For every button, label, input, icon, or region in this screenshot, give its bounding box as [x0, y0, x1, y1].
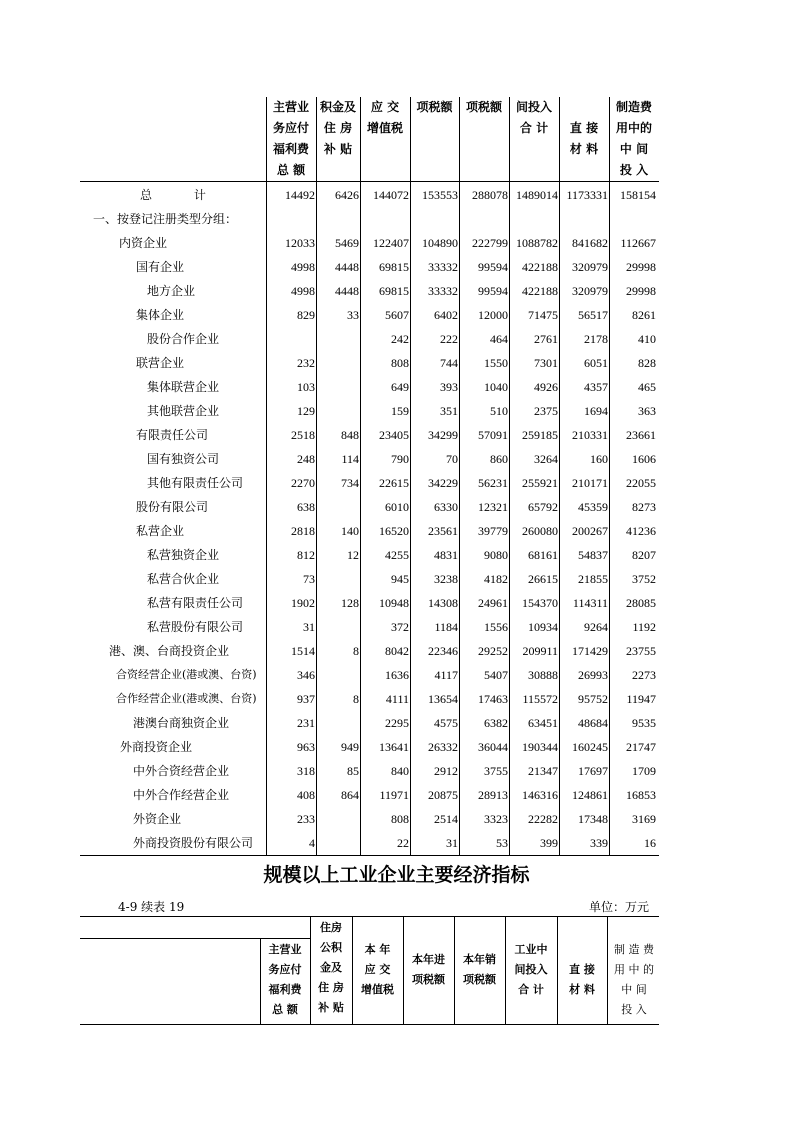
cell-value: 2375 — [534, 404, 558, 418]
cell-value: 4357 — [584, 380, 608, 394]
table-row — [0, 519, 793, 543]
cell-value: 320979 — [572, 284, 608, 298]
col-header: 项税额 — [416, 100, 453, 114]
row-label: 私营有限责任公司 — [147, 596, 244, 610]
cell-value: 638 — [297, 500, 315, 514]
row-label: 合作经营企业(港或澳、台资) — [116, 692, 257, 705]
cell-value: 4111 — [385, 692, 409, 706]
row-label: 集体联营企业 — [147, 380, 220, 394]
col-header: 本年进 项税额 — [412, 953, 445, 986]
cell-value: 128 — [341, 596, 359, 610]
cell-value: 339 — [590, 836, 608, 850]
cell-value: 9264 — [584, 620, 608, 634]
cell-value: 12033 — [285, 236, 315, 250]
cell-value: 8 — [353, 692, 359, 706]
cell-value: 7301 — [534, 356, 558, 370]
cell-value: 30888 — [528, 668, 558, 682]
cell-value: 34299 — [428, 428, 458, 442]
cell-value: 2514 — [434, 812, 458, 826]
cell-value: 8 — [353, 644, 359, 658]
cell-value: 10934 — [528, 620, 558, 634]
row-label: 股份有限公司 — [136, 500, 209, 514]
row-label: 联营企业 — [136, 356, 185, 370]
cell-value: 154370 — [522, 596, 558, 610]
cell-value: 14308 — [428, 596, 458, 610]
cell-value: 210331 — [572, 428, 608, 442]
cell-value: 12 — [347, 548, 359, 562]
cell-value: 4448 — [335, 260, 359, 274]
cell-value: 1694 — [584, 404, 608, 418]
cell-value: 6402 — [434, 308, 458, 322]
table-row — [0, 351, 793, 375]
table-row — [0, 495, 793, 519]
cell-value: 288078 — [472, 188, 508, 202]
table-row — [0, 735, 793, 759]
cell-value: 399 — [540, 836, 558, 850]
cell-value: 1902 — [291, 596, 315, 610]
table-row — [0, 831, 793, 855]
unit-label: 单位：万元 — [589, 900, 650, 914]
col-header: 本年销 项税额 — [463, 953, 496, 986]
cell-value: 864 — [341, 788, 359, 802]
cell-value: 464 — [490, 332, 508, 346]
col-header: 间投入 合 计 — [515, 100, 552, 135]
cell-value: 3238 — [434, 572, 458, 586]
cell-value: 23661 — [626, 428, 656, 442]
cell-value: 840 — [391, 764, 409, 778]
cell-value: 12000 — [478, 308, 508, 322]
cell-value: 346 — [297, 668, 315, 682]
table-row — [0, 663, 793, 687]
cell-value: 242 — [391, 332, 409, 346]
cell-value: 4117 — [434, 668, 458, 682]
col-header: 制 造 费 用 中 的 中 间 投 入 — [614, 943, 654, 1016]
col-header: 工业中 间投入 合 计 — [514, 943, 548, 996]
cell-value: 24961 — [478, 596, 508, 610]
cell-value: 9535 — [632, 716, 656, 730]
cell-value: 465 — [638, 380, 656, 394]
cell-value: 104890 — [422, 236, 458, 250]
cell-value: 949 — [341, 740, 359, 754]
cell-value: 14492 — [285, 188, 315, 202]
col-header: 本 年 应 交 增值税 — [361, 943, 394, 996]
cell-value: 1636 — [385, 668, 409, 682]
table-row — [0, 471, 793, 495]
row-label: 私营企业 — [136, 524, 185, 538]
col-header: 制造费 用中的 中 间 投 入 — [615, 100, 652, 177]
cell-value: 63451 — [528, 716, 558, 730]
cell-value: 115572 — [522, 692, 558, 706]
cell-value: 8042 — [385, 644, 409, 658]
cell-value: 3752 — [632, 572, 656, 586]
table-row — [0, 279, 793, 303]
cell-value: 841682 — [572, 236, 608, 250]
cell-value: 248 — [297, 452, 315, 466]
cell-value: 70 — [446, 452, 458, 466]
table-row — [0, 591, 793, 615]
cell-value: 3264 — [534, 452, 558, 466]
cell-value: 829 — [297, 308, 315, 322]
cell-value: 23755 — [626, 644, 656, 658]
cell-value: 408 — [297, 788, 315, 802]
cell-value: 112667 — [620, 236, 656, 250]
table-row — [0, 327, 793, 351]
table-row — [0, 759, 793, 783]
cell-value: 209911 — [522, 644, 558, 658]
row-label: 内资企业 — [119, 236, 168, 250]
cell-value: 22 — [397, 836, 409, 850]
cell-value: 1192 — [632, 620, 656, 634]
cell-value: 2178 — [584, 332, 608, 346]
cell-value: 69815 — [379, 260, 409, 274]
cell-value: 160 — [590, 452, 608, 466]
cell-value: 6051 — [584, 356, 608, 370]
cell-value: 124861 — [572, 788, 608, 802]
cell-value: 26993 — [578, 668, 608, 682]
cell-value: 1184 — [434, 620, 458, 634]
cell-value: 231 — [297, 716, 315, 730]
row-label: 其他联营企业 — [147, 404, 220, 418]
cell-value: 233 — [297, 812, 315, 826]
cell-value: 260080 — [522, 524, 558, 538]
cell-value: 937 — [297, 692, 315, 706]
cell-value: 1040 — [484, 380, 508, 394]
cell-value: 41236 — [626, 524, 656, 538]
col-header: 应 交 增值税 — [366, 100, 403, 135]
row-label: 总 计 — [140, 188, 206, 202]
table-row — [0, 639, 793, 663]
cell-value: 21347 — [528, 764, 558, 778]
cell-value: 171429 — [572, 644, 608, 658]
cell-value: 23561 — [428, 524, 458, 538]
row-label: 私营独资企业 — [147, 548, 220, 562]
cell-value: 31 — [303, 620, 315, 634]
table-row — [0, 783, 793, 807]
cell-value: 3169 — [632, 812, 656, 826]
cell-value: 26615 — [528, 572, 558, 586]
cell-value: 1489014 — [516, 188, 558, 202]
col-header: 直 接 材 料 — [569, 963, 595, 996]
cell-value: 5607 — [385, 308, 409, 322]
table-id: 4-9 续表 19 — [118, 900, 185, 914]
row-label: 外商投资股份有限公司 — [133, 836, 254, 850]
row-label: 国有企业 — [136, 260, 185, 274]
cell-value: 129 — [297, 404, 315, 418]
cell-value: 222799 — [472, 236, 508, 250]
row-label: 股份合作企业 — [147, 332, 220, 346]
row-label: 集体企业 — [136, 308, 185, 322]
cell-value: 808 — [391, 356, 409, 370]
cell-value: 4998 — [291, 284, 315, 298]
cell-value: 34229 — [428, 476, 458, 490]
cell-value: 65792 — [528, 500, 558, 514]
cell-value: 13641 — [379, 740, 409, 754]
cell-value: 6426 — [335, 188, 359, 202]
row-label: 有限责任公司 — [136, 428, 209, 442]
cell-value: 17463 — [478, 692, 508, 706]
cell-value: 54837 — [578, 548, 608, 562]
cell-value: 848 — [341, 428, 359, 442]
cell-value: 4575 — [434, 716, 458, 730]
cell-value: 6010 — [385, 500, 409, 514]
cell-value: 73 — [303, 572, 315, 586]
table-row — [0, 711, 793, 735]
cell-value: 259185 — [522, 428, 558, 442]
cell-value: 2912 — [434, 764, 458, 778]
cell-value: 1606 — [632, 452, 656, 466]
cell-value: 33332 — [428, 284, 458, 298]
cell-value: 4182 — [484, 572, 508, 586]
cell-value: 13654 — [428, 692, 458, 706]
cell-value: 945 — [391, 572, 409, 586]
cell-value: 210171 — [572, 476, 608, 490]
table-row — [0, 543, 793, 567]
cell-value: 31 — [446, 836, 458, 850]
table-row — [0, 303, 793, 327]
cell-value: 320979 — [572, 260, 608, 274]
cell-value: 16 — [644, 836, 656, 850]
cell-value: 95752 — [578, 692, 608, 706]
cell-value: 99594 — [478, 284, 508, 298]
cell-value: 1709 — [632, 764, 656, 778]
cell-value: 4 — [309, 836, 315, 850]
cell-value: 45359 — [578, 500, 608, 514]
cell-value: 1556 — [484, 620, 508, 634]
cell-value: 29998 — [626, 284, 656, 298]
cell-value: 2818 — [291, 524, 315, 538]
cell-value: 114 — [341, 452, 359, 466]
table-row — [0, 807, 793, 831]
table-row — [0, 231, 793, 255]
cell-value: 2761 — [534, 332, 558, 346]
cell-value: 71475 — [528, 308, 558, 322]
col-header: 积金及 住 房 补 贴 — [319, 100, 356, 156]
cell-value: 2518 — [291, 428, 315, 442]
cell-value: 21747 — [626, 740, 656, 754]
cell-value: 812 — [297, 548, 315, 562]
cell-value: 23405 — [379, 428, 409, 442]
row-label: 私营股份有限公司 — [147, 620, 244, 634]
table-row — [0, 615, 793, 639]
cell-value: 1550 — [484, 356, 508, 370]
table-row — [0, 255, 793, 279]
cell-value: 29998 — [626, 260, 656, 274]
cell-value: 393 — [440, 380, 458, 394]
cell-value: 190344 — [522, 740, 558, 754]
cell-value: 48684 — [578, 716, 608, 730]
cell-value: 2295 — [385, 716, 409, 730]
row-label: 外商投资企业 — [120, 740, 193, 754]
cell-value: 11971 — [379, 788, 409, 802]
cell-value: 649 — [391, 380, 409, 394]
row-label: 一、按登记注册类型分组： — [93, 212, 238, 226]
cell-value: 10948 — [379, 596, 409, 610]
cell-value: 963 — [297, 740, 315, 754]
cell-value: 200267 — [572, 524, 608, 538]
cell-value: 255921 — [522, 476, 558, 490]
cell-value: 232 — [297, 356, 315, 370]
cell-value: 85 — [347, 764, 359, 778]
table-row — [0, 447, 793, 471]
row-label: 中外合作经营企业 — [133, 788, 230, 802]
cell-value: 114311 — [572, 596, 608, 610]
row-label: 港、澳、台商投资企业 — [109, 644, 230, 658]
cell-value: 2273 — [632, 668, 656, 682]
cell-value: 860 — [490, 452, 508, 466]
cell-value: 33332 — [428, 260, 458, 274]
cell-value: 744 — [440, 356, 458, 370]
row-label: 地方企业 — [147, 284, 196, 298]
col-header: 主营业 务应付 福利费 总 额 — [268, 943, 302, 1016]
cell-value: 33 — [347, 308, 359, 322]
cell-value: 159 — [391, 404, 409, 418]
cell-value: 28913 — [478, 788, 508, 802]
cell-value: 1173331 — [566, 188, 608, 202]
cell-value: 8207 — [632, 548, 656, 562]
cell-value: 53 — [496, 836, 508, 850]
cell-value: 8261 — [632, 308, 656, 322]
page-title: 规模以上工业企业主要经济指标 — [263, 864, 530, 886]
cell-value: 144072 — [373, 188, 409, 202]
table-row — [0, 567, 793, 591]
cell-value: 3755 — [484, 764, 508, 778]
row-label: 其他有限责任公司 — [147, 476, 244, 490]
cell-value: 222 — [440, 332, 458, 346]
table-row — [0, 207, 793, 231]
col-header: 主营业 务应付 福利费 总 额 — [272, 100, 309, 177]
cell-value: 372 — [391, 620, 409, 634]
col-header: 直 接 材 料 — [569, 121, 599, 156]
cell-value: 17348 — [578, 812, 608, 826]
cell-value: 57091 — [478, 428, 508, 442]
cell-value: 16853 — [626, 788, 656, 802]
cell-value: 510 — [490, 404, 508, 418]
cell-value: 1514 — [291, 644, 315, 658]
cell-value: 4998 — [291, 260, 315, 274]
cell-value: 4448 — [335, 284, 359, 298]
cell-value: 20875 — [428, 788, 458, 802]
row-label: 中外合资经营企业 — [133, 764, 230, 778]
col-header: 项税额 — [465, 100, 502, 114]
cell-value: 734 — [341, 476, 359, 490]
cell-value: 22346 — [428, 644, 458, 658]
cell-value: 160245 — [572, 740, 608, 754]
cell-value: 6382 — [484, 716, 508, 730]
cell-value: 69815 — [379, 284, 409, 298]
cell-value: 28085 — [626, 596, 656, 610]
cell-value: 16520 — [379, 524, 409, 538]
cell-value: 351 — [440, 404, 458, 418]
table-row — [0, 423, 793, 447]
cell-value: 410 — [638, 332, 656, 346]
cell-value: 140 — [341, 524, 359, 538]
table-row — [0, 183, 793, 207]
cell-value: 22615 — [379, 476, 409, 490]
row-label: 私营合伙企业 — [147, 572, 220, 586]
cell-value: 17697 — [578, 764, 608, 778]
cell-value: 422188 — [522, 284, 558, 298]
table-row — [0, 375, 793, 399]
cell-value: 5469 — [335, 236, 359, 250]
cell-value: 11947 — [626, 692, 656, 706]
cell-value: 146316 — [522, 788, 558, 802]
cell-value: 4255 — [385, 548, 409, 562]
cell-value: 26332 — [428, 740, 458, 754]
cell-value: 422188 — [522, 260, 558, 274]
cell-value: 8273 — [632, 500, 656, 514]
row-label: 合资经营企业(港或澳、台资) — [116, 668, 257, 681]
cell-value: 318 — [297, 764, 315, 778]
cell-value: 828 — [638, 356, 656, 370]
cell-value: 99594 — [478, 260, 508, 274]
cell-value: 4926 — [534, 380, 558, 394]
cell-value: 2270 — [291, 476, 315, 490]
row-label: 港澳台商独资企业 — [133, 716, 230, 730]
cell-value: 9080 — [484, 548, 508, 562]
cell-value: 5407 — [484, 668, 508, 682]
cell-value: 68161 — [528, 548, 558, 562]
table-row — [0, 687, 793, 711]
cell-value: 36044 — [478, 740, 508, 754]
cell-value: 22055 — [626, 476, 656, 490]
cell-value: 153553 — [422, 188, 458, 202]
row-label: 国有独资公司 — [147, 452, 220, 466]
cell-value: 6330 — [434, 500, 458, 514]
cell-value: 103 — [297, 380, 315, 394]
cell-value: 21855 — [578, 572, 608, 586]
table-row — [0, 399, 793, 423]
cell-value: 22282 — [528, 812, 558, 826]
cell-value: 158154 — [620, 188, 656, 202]
cell-value: 3323 — [484, 812, 508, 826]
cell-value: 56231 — [478, 476, 508, 490]
cell-value: 12321 — [478, 500, 508, 514]
cell-value: 790 — [391, 452, 409, 466]
cell-value: 122407 — [373, 236, 409, 250]
cell-value: 808 — [391, 812, 409, 826]
cell-value: 4831 — [434, 548, 458, 562]
cell-value: 363 — [638, 404, 656, 418]
cell-value: 56517 — [578, 308, 608, 322]
col-header: 住房 公积 金及 住 房 补 贴 — [318, 921, 344, 1014]
cell-value: 39779 — [478, 524, 508, 538]
row-label: 外资企业 — [133, 812, 182, 826]
cell-value: 29252 — [478, 644, 508, 658]
cell-value: 1088782 — [516, 236, 558, 250]
